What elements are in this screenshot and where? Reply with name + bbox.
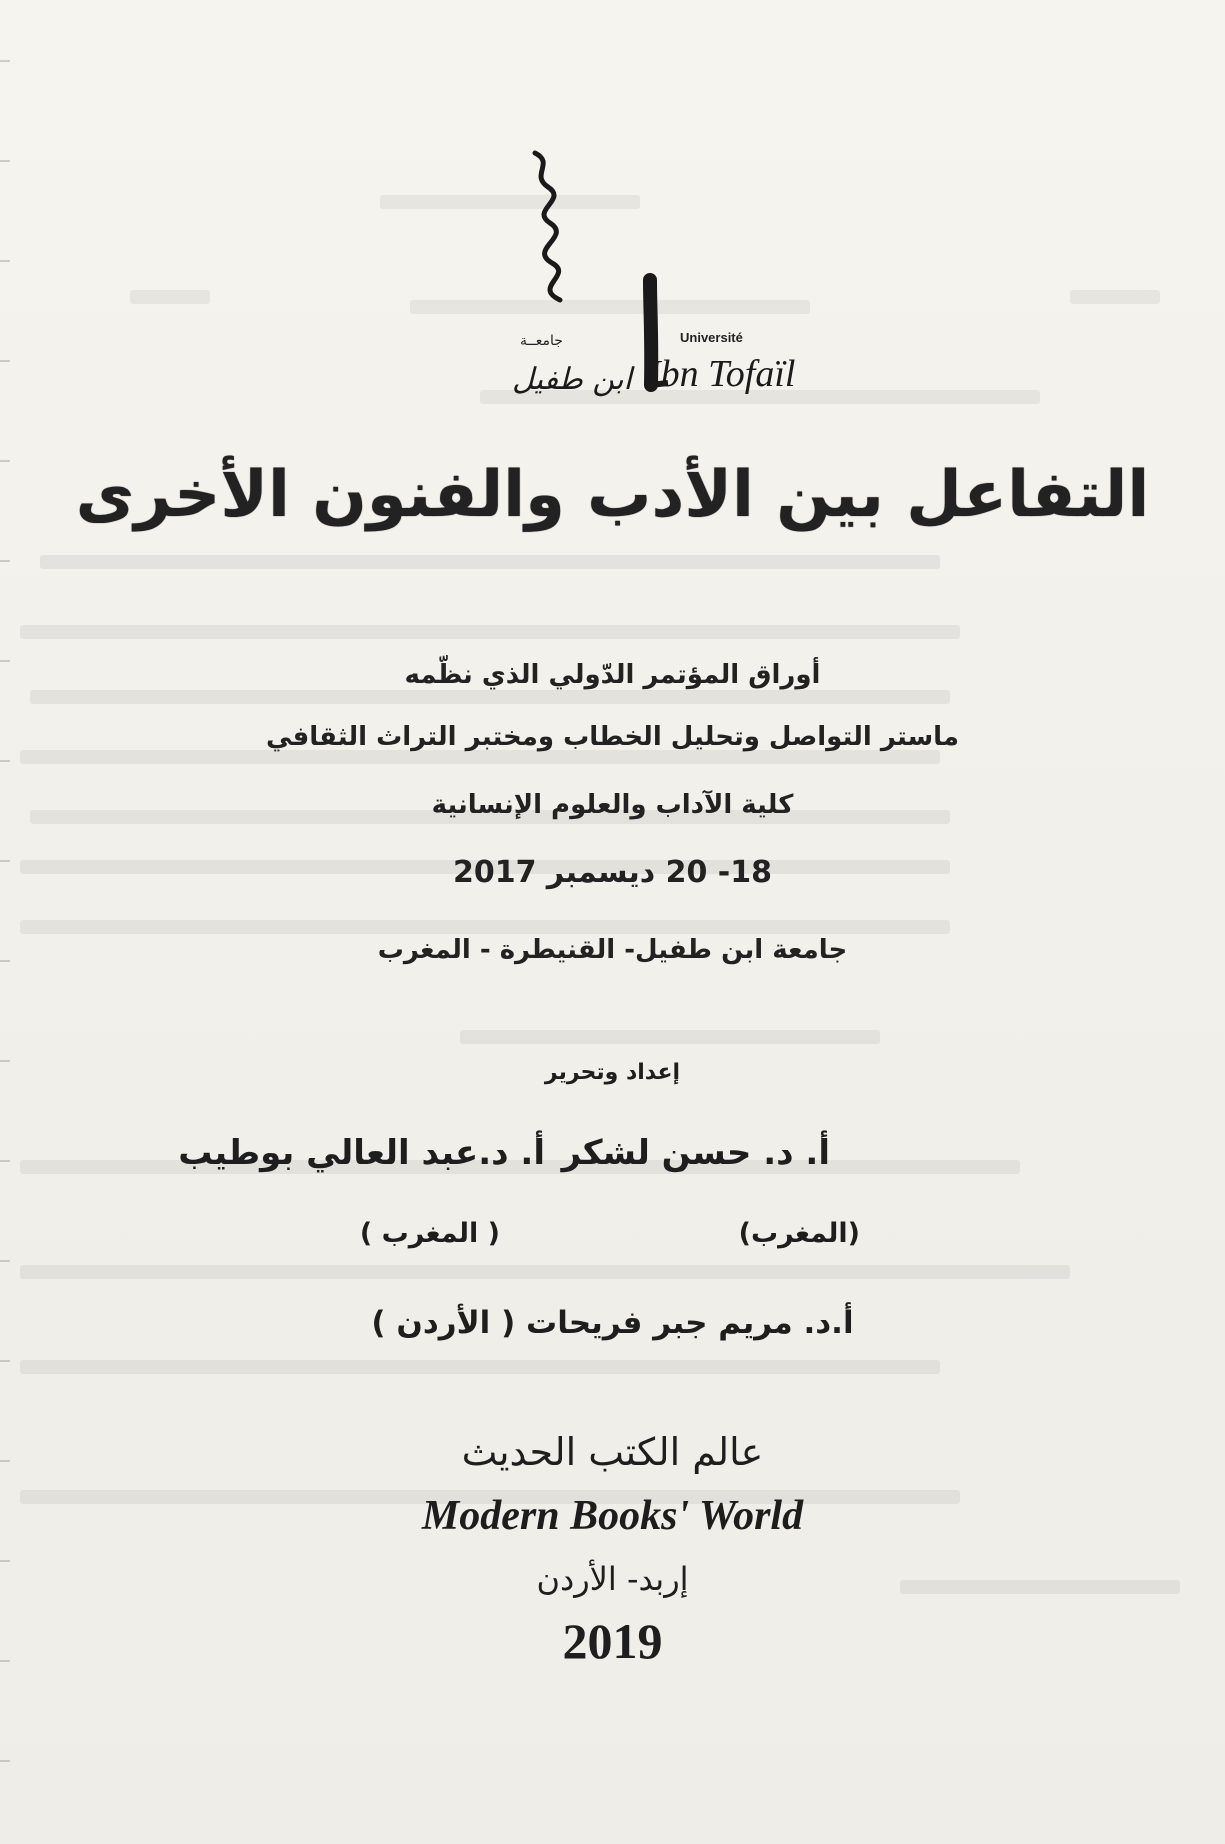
publisher-city: إربد- الأردن — [536, 1560, 689, 1598]
logo-universite-label: Université — [680, 330, 743, 345]
publisher-name-english: Modern Books' World — [421, 1493, 804, 1539]
faculty-name: كلية الآداب والعلوم الإنسانية — [431, 790, 794, 820]
conference-dates: 18- 20 ديسمبر 2017 — [452, 855, 772, 890]
editor-right-country: (المغرب) — [738, 1218, 860, 1249]
book-title: التفاعل بين الأدب والفنون الأخرى — [75, 458, 1150, 532]
editor-left-name: أ. د.عبد العالي بوطيب — [178, 1133, 545, 1173]
logo-jamia-label: جامعــة — [520, 333, 563, 349]
logo-name-arabic: ابن طفيل — [512, 362, 632, 397]
conference-line-2: ماستر التواصل وتحليل الخطاب ومختبر التراث الثقافي — [265, 722, 960, 752]
logo-name-french: Ibn Tofaïl — [648, 353, 796, 395]
publisher-name-arabic: عالم الكتب الحديث — [461, 1430, 764, 1474]
editor-right-name: أ. د. حسن لشكر — [561, 1133, 830, 1173]
editors-label: إعداد وتحرير — [544, 1060, 681, 1085]
publication-year: 2019 — [562, 1613, 663, 1669]
editor-left-country: ( المغرب ) — [359, 1218, 500, 1249]
conference-line-1: أوراق المؤتمر الدّولي الذي نظّمه — [404, 660, 821, 690]
conference-location: جامعة ابن طفيل- القنيطرة - المغرب — [377, 935, 848, 965]
editor-third: أ.د. مريم جبر فريحات ( الأردن ) — [371, 1305, 854, 1341]
